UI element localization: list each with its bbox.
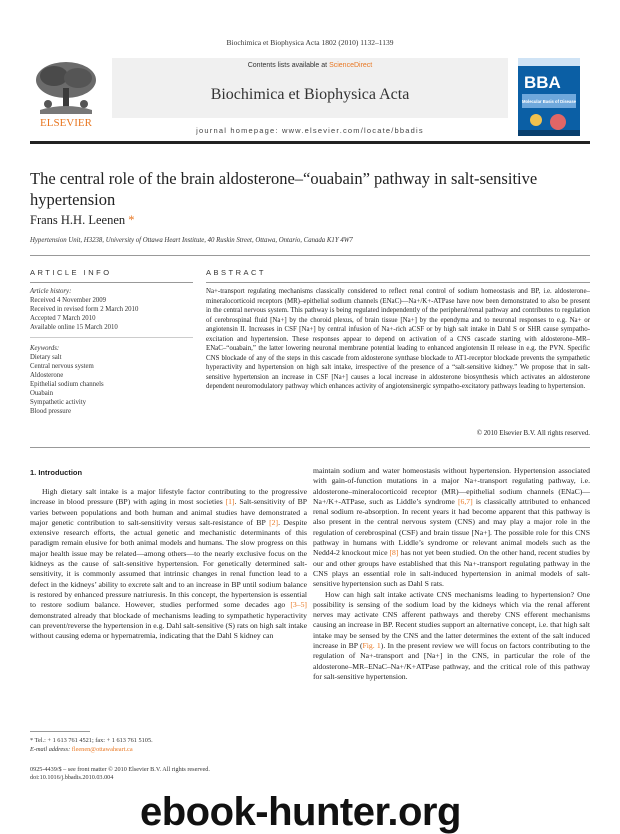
footnote-contact: * Tel.: + 1 613 761 4521; fax: + 1 613 761 5105. <box>30 737 153 744</box>
info-divider <box>30 337 193 338</box>
section-heading-introduction: 1. Introduction <box>30 468 83 477</box>
journal-cover <box>518 58 580 136</box>
abstract-bottom-rule <box>30 447 590 448</box>
history-label: Article history: <box>30 288 72 295</box>
sciencedirect-link[interactable]: ScienceDirect <box>329 62 373 69</box>
cover-subtitle: Molecular Basis of Disease <box>522 99 576 104</box>
abstract-heading: ABSTRACT <box>206 268 267 277</box>
elsevier-tree-icon <box>30 58 102 130</box>
article-title: The central role of the brain aldosterone–“ouabain” pathway in salt-sensitive hypertension <box>30 169 538 209</box>
title-rule <box>30 255 590 256</box>
keyword: Dietary salt <box>30 354 62 361</box>
keyword: Central nervous system <box>30 363 94 370</box>
body-column-left <box>30 487 307 641</box>
author-line <box>30 213 135 228</box>
citation-link[interactable]: [2] <box>269 517 279 527</box>
keyword: Epithelial sodium channels <box>30 381 104 388</box>
body-paragraph <box>313 590 590 683</box>
issn-line: 0925-4439/$ – see front matter © 2010 Elsevier B.V. All rights reserved. <box>30 766 210 773</box>
article-history <box>30 287 195 332</box>
body-text: has not yet been studied. On the other hand, recent studies by our and other groups have established that this Na+-transport regulating pathway in the CNS plays an essential role in salt-induced hypertension in animal models of salt-sensitive hypertension such as Dahl S rats. <box>313 548 590 589</box>
body-text: How can high salt intake activate CNS mechanisms leading to hypertension? One possibility is sensing of the sodium load by the kidneys which via the renal afferent nerves may activate CNS afferent pathways and thereby CNS efferent mechanisms causing an increase in BP. Recent studies support an alternative concept, i.e. that high salt intake may be sensed by the CNS and the latter determines the extent of the salt induced increase in BP ( <box>313 589 590 651</box>
contents-prefix: Contents lists available at <box>247 62 330 69</box>
body-text: maintain sodium and water homeostasis without hypertension. Hypertension associated with gain-of-function mutations in a major Na+-transport regulating pathway, i.e. aldosterone–mineralocorticoid receptor (MR)—epithelial sodium channels (ENaC)—Na+/K+-ATPase, such as Liddle’s syndrome <box>313 466 590 506</box>
running-head: Biochimica et Biophysica Acta 1802 (2010) 1132–1139 <box>226 38 394 47</box>
body-text: ). In the present review we will focus on factors contributing to the regulation of Na+-transport and [Na+] in the CNS, in particular the role of the aldosterone–MR–ENaC–Na+/K+ATPase pathway, and the critical role of this pathway for salt-sensitive hypertension. <box>313 641 590 681</box>
footnote-email-line <box>30 746 307 755</box>
keywords-label: Keywords: <box>30 345 60 352</box>
body-paragraph <box>30 487 307 641</box>
keyword: Aldosterone <box>30 372 64 379</box>
contents-line <box>112 62 508 69</box>
body-text: . Despite extensive research efforts, the actual genetic and mechanistic determinants of this paradigm remain elusive for both animal models and humans. The slow progress on this major health issue may be related—among others—to the nearly exclusive focus on the kidneys as the cause of salt-sensitive hypertension. For genetically determined salt-sensitivity, it is commonly assumed that intrinsic changes in renal function lead to a defect in the kidneys’ ability to excrete salt and to an increase in BP until sodium balance is restored by enhanced pressure natriuresis. In this concept, the hypertension is essential to restore sodium balance. However, studies performed some decades ago <box>30 517 308 610</box>
body-text: demonstrated already that blockade of mechanisms leading to sympathetic hyperactivity can prevent/reverse the hypertension in e.g. Dahl salt-sensitive (S) rats on high salt intake without causing edema or hypernatremia, indicating that the Dahl S kidney can <box>30 610 307 641</box>
history-item: Received 4 November 2009 <box>30 297 107 304</box>
history-item: Received in revised form 2 March 2010 <box>30 306 139 313</box>
body-text: is classically attributed to enhanced renal sodium re-absorption. In recent years it had become apparent that this pathway is also present in the central nervous system (CNS) and may play a major role in the regulation of cerebrospinal (CSF) and brain tissue [Na+]. The possible role for this CNS pathway in humans with Liddle’s syndrome or relevant animal models such as the Nedd4-2 knockout mice <box>313 496 591 558</box>
keywords-block <box>30 344 195 416</box>
keyword: Ouabain <box>30 390 54 397</box>
journal-title: Biochimica et Biophysica Acta <box>210 86 410 103</box>
affiliation: Hypertension Unit, H3238, University of Ottawa Heart Institute, 40 Ruskin Street, Ottawa, Ontario, Canada K1Y 4W7 <box>30 237 353 244</box>
abstract-text: Na+-transport regulating mechanisms classically considered to reflect renal control of sodium homeostasis and BP, i.e. aldosterone–mineralocorticoid receptors (MR)–epithelial sodium channels (ENaC)—Na+/K+-ATPase have now been demonstrated to also be present in the central nervous system. This pathway is being regulated independently of the peripheral/renal pathway and contributes to regulation of cerebrospinal fluid [Na+] by the choroid plexus, of brain tissue [Na+] by the ependyma and to neuronal responses to e.g. Na+ or angiotensin II. Increases in CSF [Na+] by central infusion of Na+-rich aCSF or by high salt intake in Dahl S or SHR cause sympatho-excitation and hypertension. These responses appear to depend on activation of a CNS cascade starting with aldosterone–MR–ENaC–“ouabain,” the latter lowering neuronal membrane potential leading to enhanced angiotensin II release in e.g. the PVN. Specific CNS blockade of any of the steps in this cascade from aldosterone synthase blockade to AT1-receptor blockade prevents the sympathetic hyperactivity and hypertension on high salt intake, irrespective of the presence of a “salt-sensitive kidney.” We propose that in salt-sensitive hypertension an increase in CSF [Na+] causes a local increase in aldosterone biosynthesis which activates an aldosterone dependent neuromodulatory pathway which enhances activity of angiotensinergic sympatho-excitatory pathways leading to hypertension. <box>206 288 590 390</box>
elsevier-logo <box>30 58 102 130</box>
email-link[interactable]: fleenen@ottawaheart.ca <box>71 745 133 753</box>
watermark: ebook-hunter.org <box>140 790 461 834</box>
history-item: Accepted 7 March 2010 <box>30 315 96 322</box>
doi-link[interactable]: doi:10.1016/j.bbadis.2010.03.004 <box>30 774 114 781</box>
citation-link[interactable]: [8] <box>389 548 399 558</box>
body-text: . Salt-sensitivity of BP varies between populations and both human and animal studies have demonstrated a major genetic contribution to salt-sensitivity versus salt-resistance of BP <box>30 497 307 527</box>
article-info-heading: ARTICLE INFO <box>30 268 112 277</box>
keyword: Sympathetic activity <box>30 399 87 406</box>
history-item: Available online 15 March 2010 <box>30 324 118 331</box>
front-matter <box>30 766 307 782</box>
publisher-wordmark: ELSEVIER <box>40 117 92 129</box>
corresponding-author-mark[interactable]: * <box>128 213 135 227</box>
citation-link[interactable]: [1] <box>225 497 235 507</box>
copyright: © 2010 Elsevier B.V. All rights reserved. <box>476 430 590 437</box>
citation-link[interactable]: [6,7] <box>457 496 473 506</box>
cover-title: BBA <box>524 73 561 92</box>
author-name: Frans H.H. Leenen <box>30 213 126 227</box>
keyword: Blood pressure <box>30 408 71 415</box>
email-label: E-mail address: <box>30 745 72 753</box>
citation-link[interactable]: [3–5] <box>290 600 307 610</box>
body-paragraph <box>313 466 590 590</box>
citation-link[interactable]: Fig. 1 <box>362 641 381 651</box>
body-text: High dietary salt intake is a major lifestyle factor contributing to the progressive increase in blood pressure (BP) with aging in most societies <box>30 487 307 507</box>
footnote <box>30 737 307 754</box>
footnote-rule <box>30 731 90 732</box>
article-info-rule <box>30 282 193 283</box>
journal-homepage[interactable]: journal homepage: www.elsevier.com/locate/bbadis <box>196 126 424 135</box>
header-rule <box>30 141 590 144</box>
abstract-rule <box>206 282 590 283</box>
body-column-right <box>313 466 590 682</box>
